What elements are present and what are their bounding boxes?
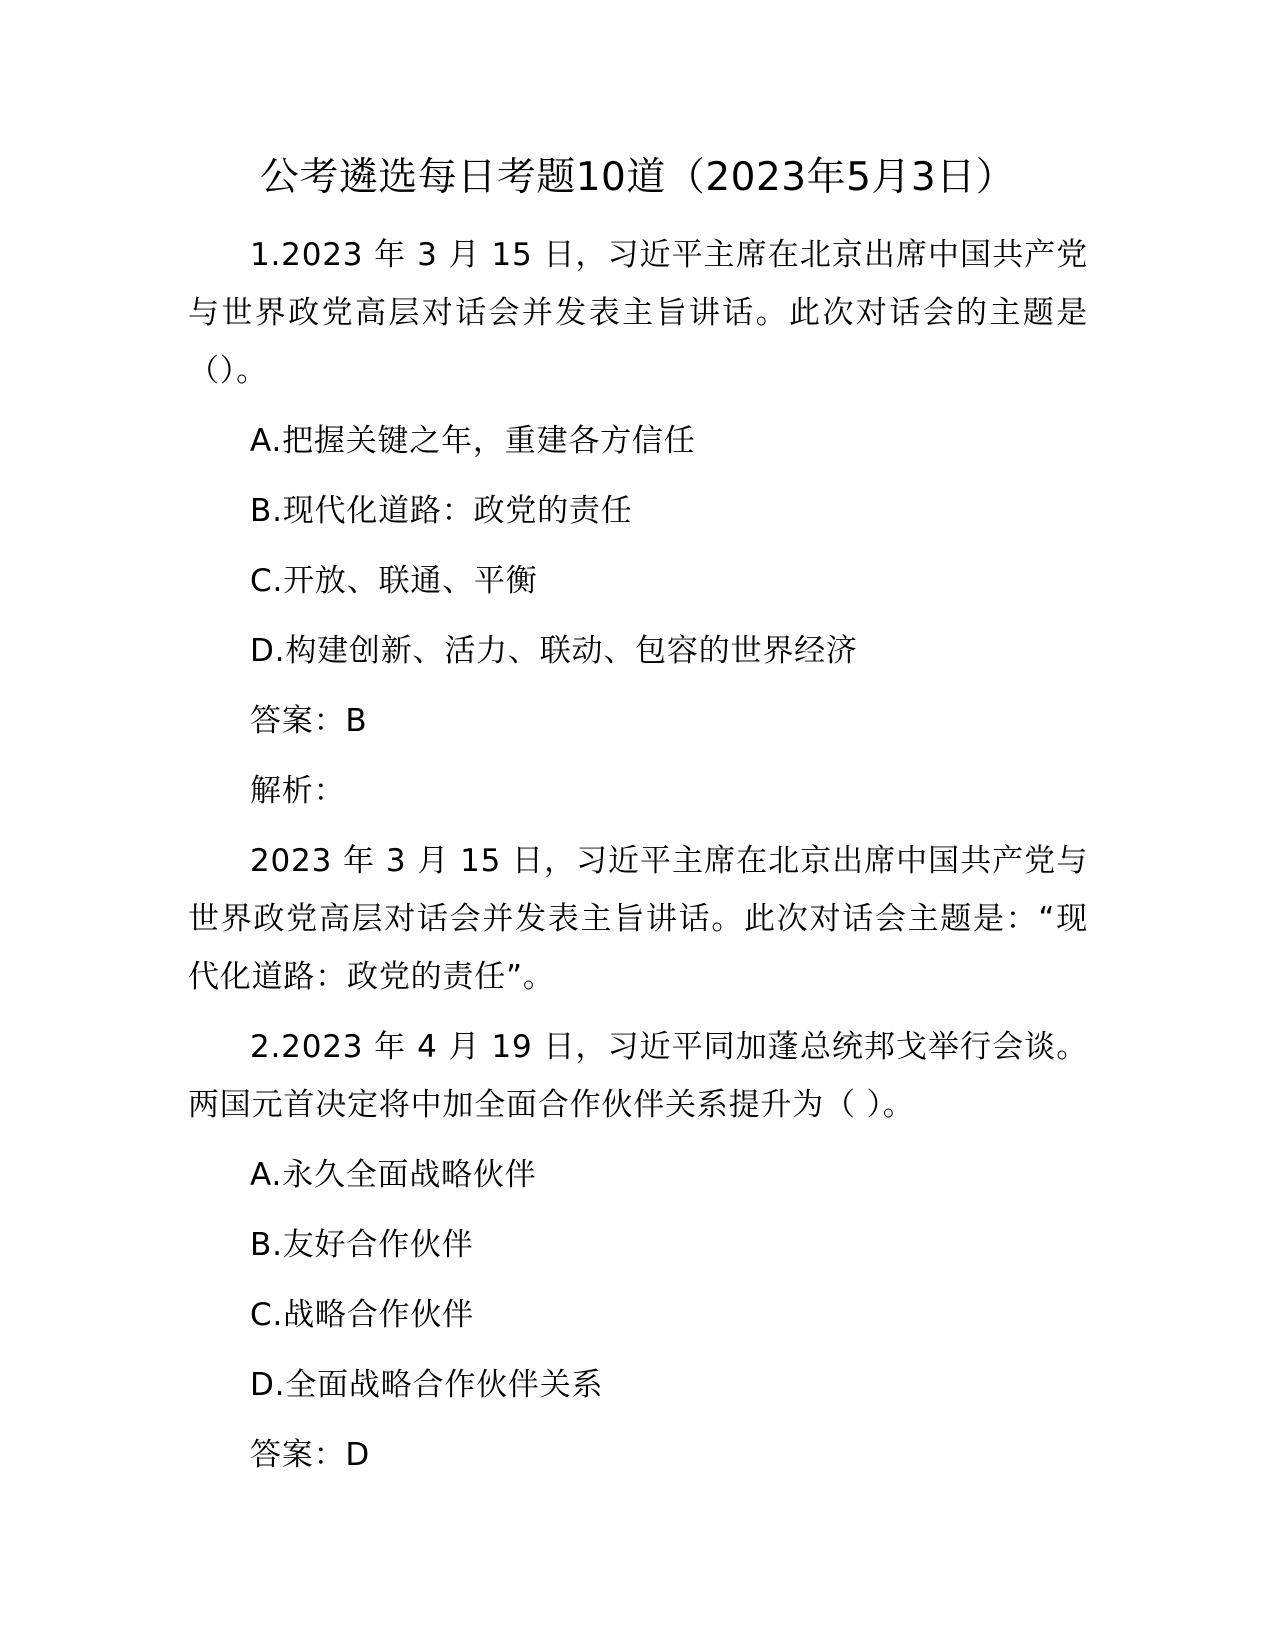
- question-1-stem: 1.2023 年 3 月 15 日，习近平主席在北京出席中国共产党与世界政党高层对话会并发表主旨讲话。此次对话会的主题是（）。: [188, 237, 1088, 389]
- document-body: [188, 226, 1088, 1496]
- question-1-analysis-text: 2023 年 3 月 15 日，习近平主席在北京出席中国共产党与世界政党高层对话会并发表主旨讲话。此次对话会主题是：“现代化道路：政党的责任”。: [188, 843, 1088, 995]
- question-2-option-b: B.友好合作伙伴: [250, 1227, 474, 1263]
- document-title: 公考遴选每日考题10道（2023年5月3日）: [259, 155, 1016, 200]
- question-2-stem: 2.2023 年 4 月 19 日，习近平同加蓬总统邦戈举行会谈。两国元首决定将中加全面合作伙伴关系提升为（ ）。: [188, 1029, 1088, 1123]
- question-1-option-b: B.现代化道路：政党的责任: [250, 493, 633, 529]
- question-2-answer: 答案：D: [250, 1437, 371, 1473]
- question-1-option-d: D.构建创新、活力、联动、包容的世界经济: [250, 633, 858, 669]
- question-2-option-a: A.永久全面战略伙伴: [250, 1157, 537, 1193]
- question-1-option-c: C.开放、联通、平衡: [250, 563, 538, 599]
- question-2-option-d: D.全面战略合作伙伴关系: [250, 1367, 604, 1403]
- question-1-option-a: A.把握关键之年，重建各方信任: [250, 423, 696, 459]
- question-2-option-c: C.战略合作伙伴: [250, 1297, 474, 1333]
- question-1-answer: 答案：B: [250, 703, 368, 739]
- question-1-analysis-label: 解析：: [250, 773, 346, 809]
